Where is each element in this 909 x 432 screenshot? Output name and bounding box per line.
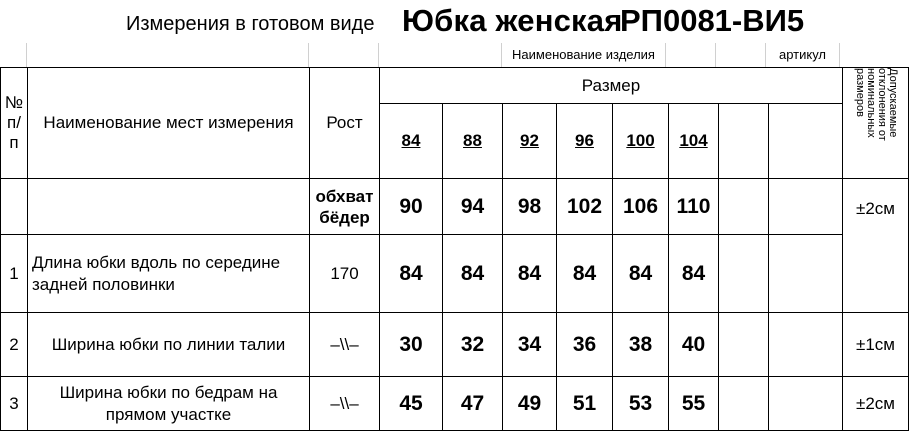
value-cell: 47 [443, 377, 503, 431]
empty-cell [769, 377, 843, 431]
hip-value: 102 [557, 179, 613, 235]
table-row [1, 313, 909, 377]
row-number: 2 [1, 313, 28, 377]
label-cell [379, 43, 502, 67]
value-cell: 53 [613, 377, 669, 431]
hip-value: 90 [380, 179, 443, 235]
value-cell: 84 [613, 235, 669, 313]
product-title: Юбка женская [402, 3, 623, 38]
value-cell: 30 [380, 313, 443, 377]
measurement-name: Ширина юбки по бедрам на прямом участке [28, 377, 310, 431]
value-cell: 84 [669, 235, 719, 313]
title-row [0, 0, 909, 43]
tolerance-cell: ±2см [843, 377, 909, 431]
value-cell: 84 [557, 235, 613, 313]
value-cell: 34 [503, 313, 557, 377]
empty-cell [1, 179, 28, 235]
value-cell: 49 [503, 377, 557, 431]
measurement-name: Длина юбки вдоль по середине задней половинки [28, 235, 310, 313]
col-header-height: Рост [310, 68, 380, 179]
value-cell: 38 [613, 313, 669, 377]
empty-size-cell [719, 104, 769, 179]
value-cell: 32 [443, 313, 503, 377]
value-cell: 51 [557, 377, 613, 431]
label-cell [716, 43, 766, 67]
height-cell: –\\– [310, 377, 380, 431]
empty-cell [719, 313, 769, 377]
empty-cell [28, 179, 310, 235]
value-cell: 84 [380, 235, 443, 313]
row-number: 3 [1, 377, 28, 431]
size-cell: 88 [443, 104, 503, 179]
hip-label: обхват бёдер [310, 179, 380, 235]
value-cell: 45 [380, 377, 443, 431]
empty-cell [719, 179, 769, 235]
value-cell: 36 [557, 313, 613, 377]
row-number: 1 [1, 235, 28, 313]
size-cell: 84 [380, 104, 443, 179]
label-cell [309, 43, 379, 67]
label-cell [0, 43, 27, 67]
size-cell: 92 [503, 104, 557, 179]
empty-cell [769, 235, 843, 313]
height-cell: –\\– [310, 313, 380, 377]
product-name-label: Наименование изделия [502, 43, 666, 67]
size-cell: 104 [669, 104, 719, 179]
value-cell: 55 [669, 377, 719, 431]
label-cell [666, 43, 716, 67]
col-header-tolerance [843, 68, 909, 179]
empty-cell [719, 235, 769, 313]
tolerance-header-text: Допускаемые отклонения от номинальных размеров [853, 68, 899, 141]
value-cell: 84 [443, 235, 503, 313]
height-cell: 170 [310, 235, 380, 313]
article-code: РП0081-ВИ5 [620, 3, 805, 38]
tolerance-cell: ±1см [843, 313, 909, 377]
hip-value: 106 [613, 179, 669, 235]
size-cell: 96 [557, 104, 613, 179]
hip-row [1, 179, 909, 235]
article-label: артикул [766, 43, 840, 67]
hip-value: 110 [669, 179, 719, 235]
empty-size-cell [769, 104, 843, 179]
value-cell: 84 [503, 235, 557, 313]
page-subtitle: Измерения в готовом виде [126, 13, 375, 35]
value-cell: 40 [669, 313, 719, 377]
label-cell [27, 43, 309, 67]
measurement-name: Ширина юбки по линии талии [28, 313, 310, 377]
empty-cell [719, 377, 769, 431]
empty-cell [769, 179, 843, 235]
tolerance-cell: ±2см [843, 179, 909, 313]
size-cell: 100 [613, 104, 669, 179]
table-row [1, 377, 909, 431]
header-row [1, 68, 909, 104]
label-row [0, 43, 909, 67]
hip-value: 98 [503, 179, 557, 235]
measurements-table [0, 67, 909, 431]
hip-value: 94 [443, 179, 503, 235]
empty-cell [769, 313, 843, 377]
col-header-num: № п/ п [1, 68, 28, 179]
table-row [1, 235, 909, 313]
col-header-size-group: Размер [380, 68, 843, 104]
col-header-name: Наименование мест измерения [28, 68, 310, 179]
